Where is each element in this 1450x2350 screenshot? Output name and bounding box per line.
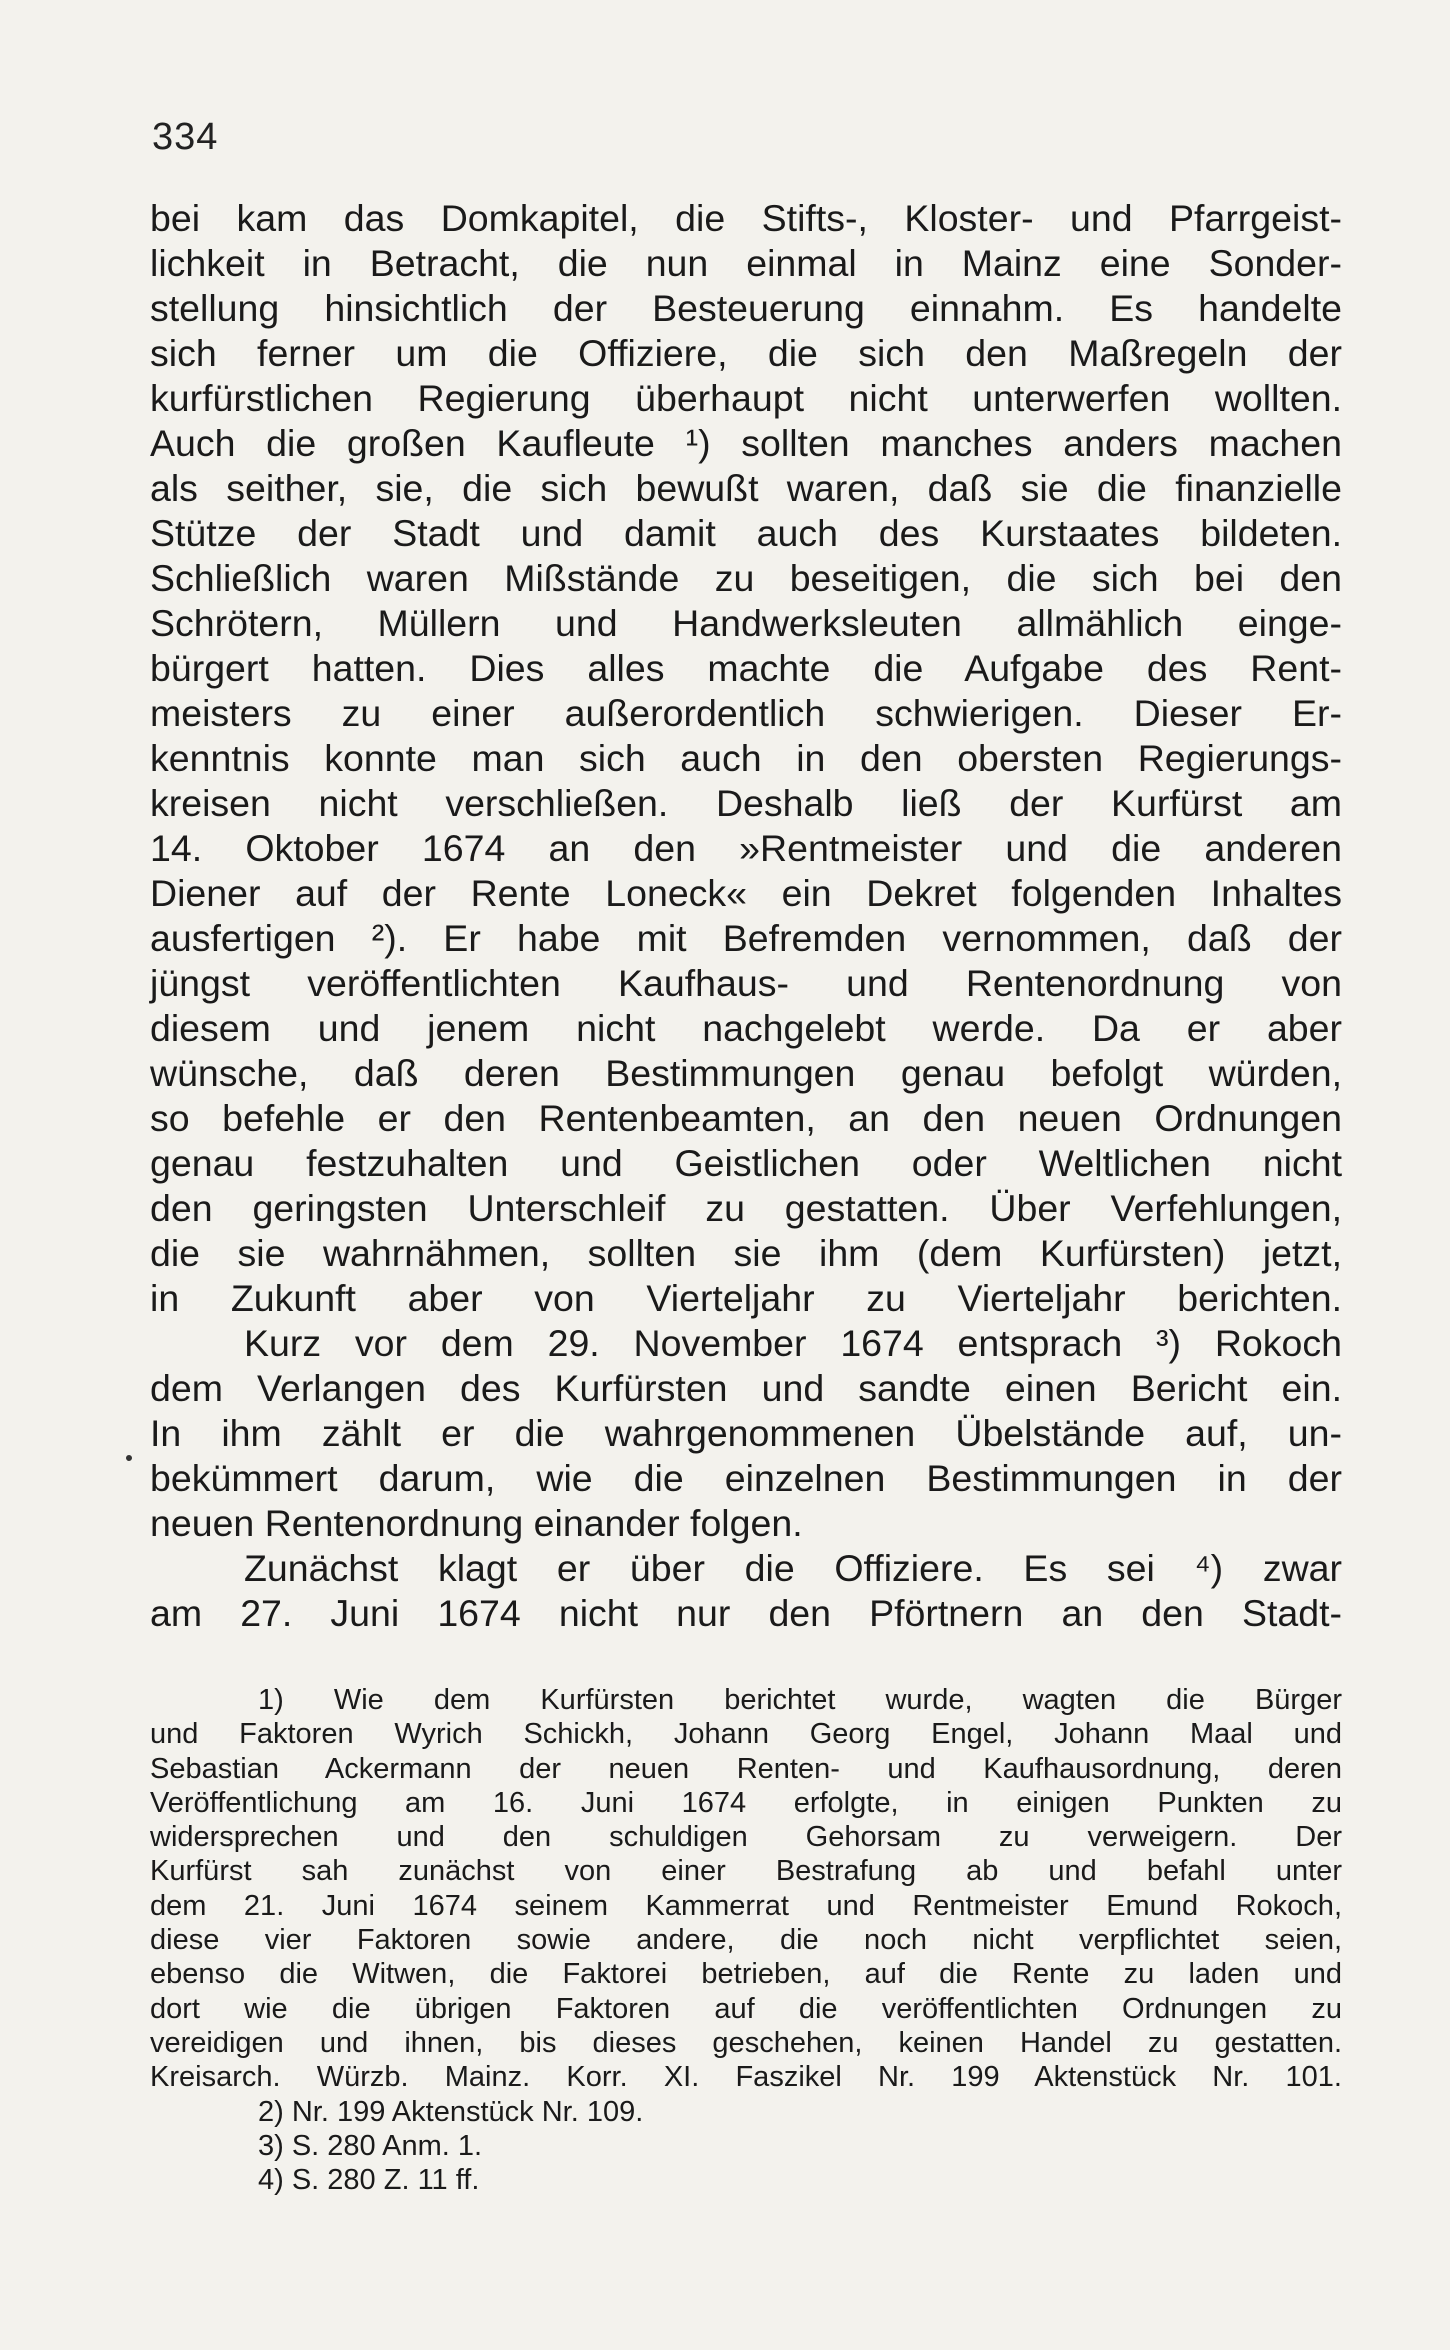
footnote-line: und Faktoren Wyrich Schickh, Johann Georg Engel, Johann Maal und: [150, 1718, 1342, 1751]
footnote-line: 3) S. 280 Anm. 1.: [258, 2129, 483, 2162]
body-line: jüngst veröffentlichten Kaufhaus- und Rentenordnung von: [150, 962, 1342, 1004]
body-line: Schrötern, Müllern und Handwerksleuten allmählich einge-: [150, 602, 1342, 644]
body-line: kenntnis konnte man sich auch in den obersten Regierungs-: [150, 737, 1342, 779]
footnote-line: vereidigen und ihnen, bis dieses geschehen, keinen Handel zu gestatten.: [150, 2026, 1342, 2059]
body-line: kreisen nicht verschließen. Deshalb ließ der Kurfürst am: [150, 782, 1342, 824]
body-line: Diener auf der Rente Loneck« ein Dekret folgenden Inhaltes: [150, 872, 1342, 914]
margin-mark: [126, 1455, 132, 1461]
body-line: Kurz vor dem 29. November 1674 entsprach ³) Rokoch: [244, 1322, 1342, 1364]
footnotes: [150, 1683, 1342, 2197]
body-line: bekümmert darum, wie die einzelnen Bestimmungen in der: [150, 1457, 1342, 1499]
body-line: 14. Oktober 1674 an den »Rentmeister und die anderen: [150, 827, 1342, 869]
footnote-line: ebenso die Witwen, die Faktorei betrieben, auf die Rente zu laden und: [150, 1958, 1342, 1991]
footnote-line: diese vier Faktoren sowie andere, die noch nicht verpflichtet seien,: [150, 1924, 1342, 1957]
footnote-line: 2) Nr. 199 Aktenstück Nr. 109.: [258, 2095, 644, 2128]
footnote-line: dort wie die übrigen Faktoren auf die veröffentlichten Ordnungen zu: [150, 1992, 1342, 2025]
body-line: Schließlich waren Mißstände zu beseitigen, die sich bei den: [150, 557, 1342, 599]
body-line: neuen Rentenordnung einander folgen.: [150, 1502, 803, 1544]
page-number: 334: [152, 116, 219, 158]
body-line: als seither, sie, die sich bewußt waren, daß sie die finanzielle: [150, 467, 1342, 509]
body-line: meisters zu einer außerordentlich schwierigen. Dieser Er-: [150, 692, 1342, 734]
footnote-line: widersprechen und den schuldigen Gehorsam zu verweigern. Der: [150, 1821, 1342, 1854]
body-line: Auch die großen Kaufleute ¹) sollten manches anders machen: [150, 422, 1342, 464]
body-line: lichkeit in Betracht, die nun einmal in Mainz eine Sonder-: [150, 242, 1342, 284]
footnote-line: Sebastian Ackermann der neuen Renten- und Kaufhausordnung, deren: [150, 1752, 1342, 1785]
footnote-line: 4) S. 280 Z. 11 ff.: [258, 2164, 480, 2197]
footnote-line: 1) Wie dem Kurfürsten berichtet wurde, wagten die Bürger: [258, 1684, 1342, 1716]
body-text: [150, 196, 1342, 1636]
body-line: genau festzuhalten und Geistlichen oder Weltlichen nicht: [150, 1142, 1342, 1184]
body-line: den geringsten Unterschleif zu gestatten. Über Verfehlungen,: [150, 1187, 1342, 1229]
footnote-line: Veröffentlichung am 16. Juni 1674 erfolgte, in einigen Punkten zu: [150, 1786, 1342, 1819]
body-line: Zunächst klagt er über die Offiziere. Es sei ⁴) zwar: [244, 1547, 1342, 1589]
body-line: ausfertigen ²). Er habe mit Befremden vernommen, daß der: [150, 917, 1342, 959]
body-line: bürgert hatten. Dies alles machte die Aufgabe des Rent-: [150, 647, 1342, 689]
body-line: in Zukunft aber von Vierteljahr zu Vierteljahr berichten.: [150, 1277, 1342, 1319]
body-line: die sie wahrnähmen, sollten sie ihm (dem Kurfürsten) jetzt,: [150, 1232, 1342, 1274]
footnote-line: Kreisarch. Würzb. Mainz. Korr. XI. Faszikel Nr. 199 Aktenstück Nr. 101.: [150, 2061, 1342, 2094]
body-line: stellung hinsichtlich der Besteuerung einnahm. Es handelte: [150, 287, 1342, 329]
body-line: kurfürstlichen Regierung überhaupt nicht unterwerfen wollten.: [150, 377, 1342, 419]
body-line: Stütze der Stadt und damit auch des Kurstaates bildeten.: [150, 512, 1342, 554]
body-line: bei kam das Domkapitel, die Stifts-, Kloster- und Pfarrgeist-: [150, 197, 1342, 239]
body-line: am 27. Juni 1674 nicht nur den Pförtnern an den Stadt-: [150, 1592, 1342, 1634]
body-line: sich ferner um die Offiziere, die sich den Maßregeln der: [150, 332, 1342, 374]
body-line: wünsche, daß deren Bestimmungen genau befolgt würden,: [150, 1052, 1342, 1094]
body-line: dem Verlangen des Kurfürsten und sandte einen Bericht ein.: [150, 1367, 1342, 1409]
footnote-line: Kurfürst sah zunächst von einer Bestrafung ab und befahl unter: [150, 1855, 1342, 1888]
body-line: so befehle er den Rentenbeamten, an den neuen Ordnungen: [150, 1097, 1342, 1139]
body-line: diesem und jenem nicht nachgelebt werde. Da er aber: [150, 1007, 1342, 1049]
body-line: In ihm zählt er die wahrgenommenen Übelstände auf, un-: [150, 1412, 1342, 1454]
footnote-line: dem 21. Juni 1674 seinem Kammerrat und Rentmeister Emund Rokoch,: [150, 1889, 1342, 1922]
